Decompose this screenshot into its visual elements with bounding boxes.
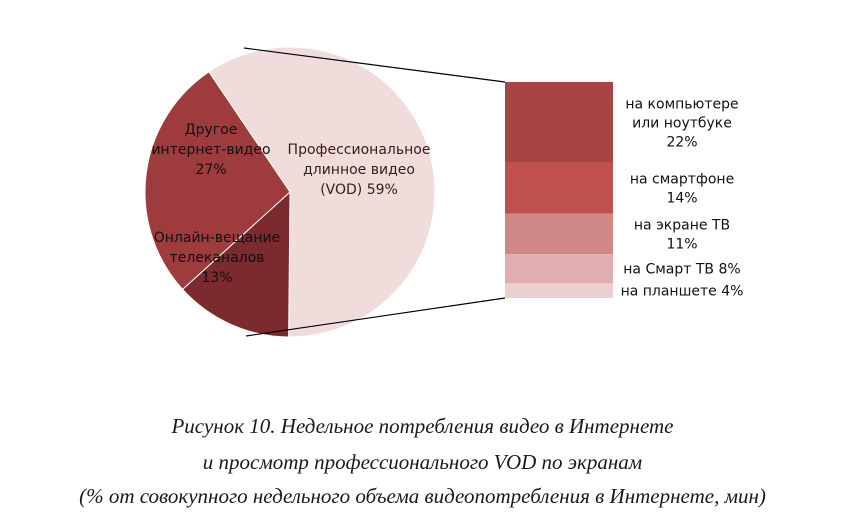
bar-segment-4 [505,283,613,298]
figure-caption-line-3: (% от совокупного недельного объема видеопотребления в Интернете, мин) [79,484,766,508]
pie-chart [145,47,435,337]
figure-caption-line-2: и просмотр профессионального VOD по экранам [202,450,643,474]
figure-caption-line-1: Рисунок 10. Недельное потребления видео в Интернете [171,414,674,438]
pie-slice-label-0: Профессиональное длинное видео (VOD) 59% [287,142,431,198]
bar-segment-1 [505,163,613,214]
bar-segment-label-0: на компьютере или ноутбуке 22% [625,96,739,151]
bar-segment-label-2: на экране ТВ 11% [633,217,731,253]
bar-segment-2 [505,214,613,254]
bar-segment-label-4: на планшете 4% [620,283,744,300]
pie-slice-label-1: Онлайн-вещание телеканалов 13% [153,230,281,286]
pie-slice-label-2: Другое интернет-видео 27% [151,122,271,178]
bar-segment-label-3: на Смарт ТВ 8% [623,261,741,278]
stacked-bar-chart [505,82,743,300]
bar-segment-0 [505,82,613,163]
bar-segment-3 [505,254,613,283]
bar-segment-label-1: на смартфоне 14% [629,171,735,207]
